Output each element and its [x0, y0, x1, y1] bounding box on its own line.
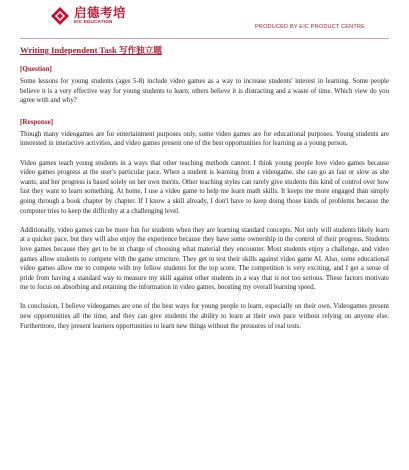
- question-text: Some lessons for young students (ages 5-8) include video games as a way to increase students' interest in learning. Some people believe it is a very effective way for young students to learn; others believe it is distracting and a waste of time. Which view do you agree with and why?: [20, 78, 389, 105]
- logo-english-text: EIC EDUCATION: [74, 19, 113, 25]
- response-paragraph: Though many videogames are for entertainment purposes only, some video games are for educational purposes. Young students are interested in interactive activities, and video games present one of the best opportunities for learning as a young person.: [20, 130, 389, 148]
- header-divider: [20, 38, 389, 39]
- logo-chinese-text: 启德考培: [74, 4, 127, 20]
- response-label: [Response]: [20, 117, 54, 126]
- document-title: Writing Independent Task 写作独立题: [20, 45, 162, 55]
- question-label: [Question]: [20, 65, 52, 73]
- eic-logo-icon: [50, 6, 70, 26]
- eic-logo: [50, 6, 126, 26]
- produced-by-text: PRODUCED BY EIC PRODUCT CENTRE: [255, 24, 365, 30]
- response-paragraph: Additionally, video games can be more fun for students when they are learning standard concepts. Not only will students likely learn at a quicker pace, but they will also enjoy the experience because they have some ownership in the control of their progress. Students love games because they get to be in charge of choosing what material they encounter. Most students enjoy a challenge, and video games allow students to compete with the game structure. They get to test their skills against video game AI. Also, some educational video games allow me to compete with my fellow students for the top score. The competition is very exciting, and I get a sense of pride from having a standard way to measure my skill against other students in a way that is not too serious. These factors motivate me to focus on absorbing and retaining the information in video games, boosting my overall learning speed.: [20, 226, 389, 292]
- response-paragraph: Video games teach young students in a ways that other teaching methods cannot. I think young people love video games because video games progress at the user's particular pace. When a student is learning from a videogame, she can go as fast or slow as she wants, and her progress is based solely on her own merits. Other teaching styles can rarely give students this kind of control over how fast they want to learn something. At home, I use a video game to help me learn math skills. It keeps me more engaged than simply going through a book chapter by chapter. If I know a skill already, I don't have to keep doing those kinds of problems because the computer tries to keep the difficulty at a challenging level.: [20, 159, 389, 215]
- response-paragraph: In conclusion, I believe videogames are one of the best ways for young people to learn, especially on their own. Videogames present new opportunities all the time, and they can give students the ability to learn at their own pace without relying on anyone else. Furthermore, they present learners opportunities to learn new things without the pressures of real tests.: [20, 303, 389, 330]
- page-header: [20, 0, 389, 38]
